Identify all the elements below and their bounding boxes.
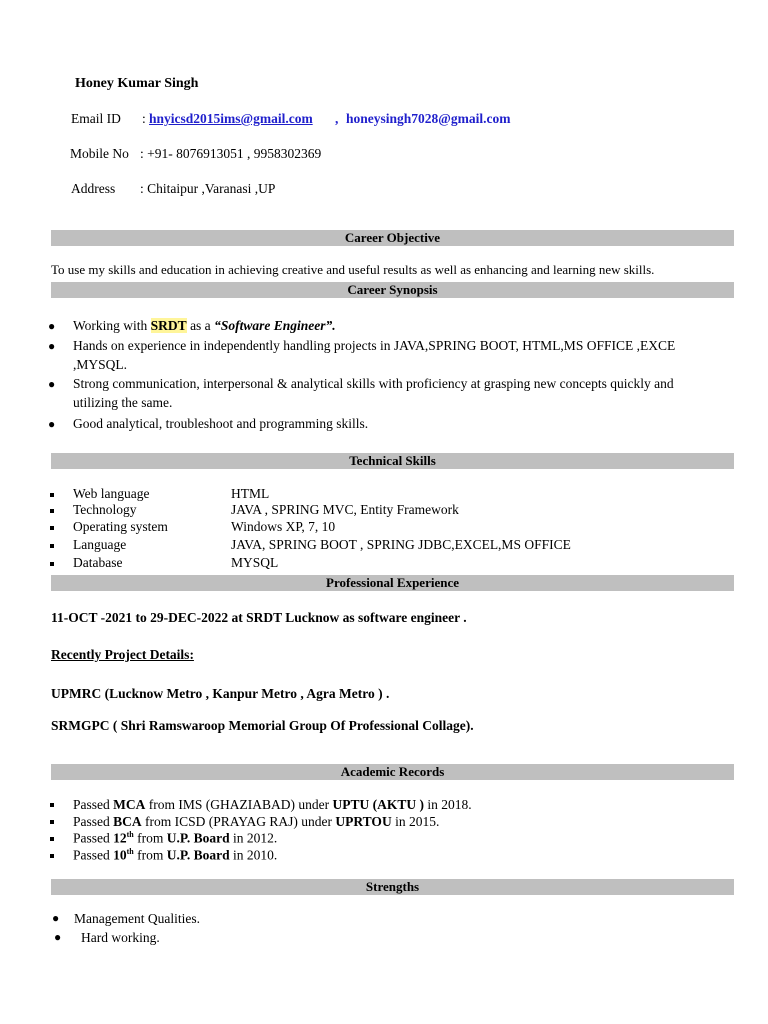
academic-record: Passed 10th from U.P. Board in 2010.: [73, 847, 278, 863]
skill-value: HTML: [231, 486, 270, 501]
section-header-career-synopsis: Career Synopsis: [51, 282, 734, 298]
square-bullet-icon: [50, 820, 54, 824]
career-objective-text: To use my skills and education in achieving creative and useful results as well as enhancing and learning new skills.: [51, 262, 655, 277]
skill-label: Web language: [73, 486, 150, 501]
candidate-name: Honey Kumar Singh: [75, 76, 199, 91]
bullet-icon: ●: [54, 930, 62, 944]
strength-item: Management Qualities.: [74, 911, 200, 926]
email-link-secondary[interactable]: honeysingh7028@gmail.com: [346, 111, 511, 126]
bullet-icon: ●: [48, 319, 56, 333]
skill-label: Operating system: [73, 519, 168, 534]
section-header-academic-records: Academic Records: [51, 764, 734, 780]
academic-record: Passed BCA from ICSD (PRAYAG RAJ) under UPRTOU in 2015.: [73, 814, 440, 829]
bullet-icon: ●: [52, 911, 60, 925]
square-bullet-icon: [50, 493, 54, 497]
address-value: : Chitaipur ,Varanasi ,UP: [140, 181, 276, 196]
mobile-label: Mobile No: [70, 146, 129, 161]
email-separator: ,: [335, 111, 339, 126]
address-label: Address: [71, 181, 116, 196]
experience-line: 11-OCT -2021 to 29-DEC-2022 at SRDT Lucknow as software engineer .: [51, 610, 467, 625]
academic-record: Passed MCA from IMS (GHAZIABAD) under UPTU (AKTU ) in 2018.: [73, 797, 472, 812]
skill-label: Database: [73, 555, 123, 570]
bullet-icon: ●: [48, 417, 56, 431]
bullet-icon: ●: [48, 377, 56, 391]
academic-record: Passed 12th from U.P. Board in 2012.: [73, 830, 278, 846]
section-header-strengths: Strengths: [51, 879, 734, 895]
synopsis-item: Hands on experience in independently handling projects in JAVA,SPRING BOOT, HTML,MS OFFICE ,EXCE: [73, 338, 676, 353]
square-bullet-icon: [50, 837, 54, 841]
synopsis-item-cont: utilizing the same.: [73, 395, 173, 410]
synopsis-item: Working with SRDT as a “Software Engineer”.: [73, 318, 336, 333]
square-bullet-icon: [50, 562, 54, 566]
skill-value: JAVA, SPRING BOOT , SPRING JDBC,EXCEL,MS OFFICE: [231, 537, 571, 552]
bullet-icon: ●: [48, 339, 56, 353]
square-bullet-icon: [50, 544, 54, 548]
strength-item: Hard working.: [81, 930, 160, 945]
recent-projects-heading: Recently Project Details:: [51, 647, 194, 662]
email-label: Email ID: [71, 111, 121, 126]
email-link-primary[interactable]: hnyicsd2015ims@gmail.com: [149, 111, 313, 126]
synopsis-item: Strong communication, interpersonal & analytical skills with proficiency at grasping new concepts quickly and: [73, 376, 674, 391]
skill-value: MYSQL: [231, 555, 279, 570]
project-item: SRMGPC ( Shri Ramswaroop Memorial Group Of Professional Collage).: [51, 718, 474, 733]
square-bullet-icon: [50, 509, 54, 513]
project-item: UPMRC (Lucknow Metro , Kanpur Metro , Agra Metro ) .: [51, 686, 390, 701]
skill-label: Language: [73, 537, 127, 552]
section-header-career-objective: Career Objective: [51, 230, 734, 246]
email-colon: :: [142, 111, 146, 126]
skill-label: Technology: [73, 502, 137, 517]
mobile-value: : +91- 8076913051 , 9958302369: [140, 146, 322, 161]
square-bullet-icon: [50, 526, 54, 530]
section-header-technical-skills: Technical Skills: [51, 453, 734, 469]
square-bullet-icon: [50, 854, 54, 858]
skill-value: Windows XP, 7, 10: [231, 519, 336, 534]
section-header-professional-experience: Professional Experience: [51, 575, 734, 591]
square-bullet-icon: [50, 803, 54, 807]
synopsis-item: Good analytical, troubleshoot and programming skills.: [73, 416, 369, 431]
synopsis-item-cont: ,MYSQL.: [73, 357, 128, 372]
skill-value: JAVA , SPRING MVC, Entity Framework: [231, 502, 459, 517]
